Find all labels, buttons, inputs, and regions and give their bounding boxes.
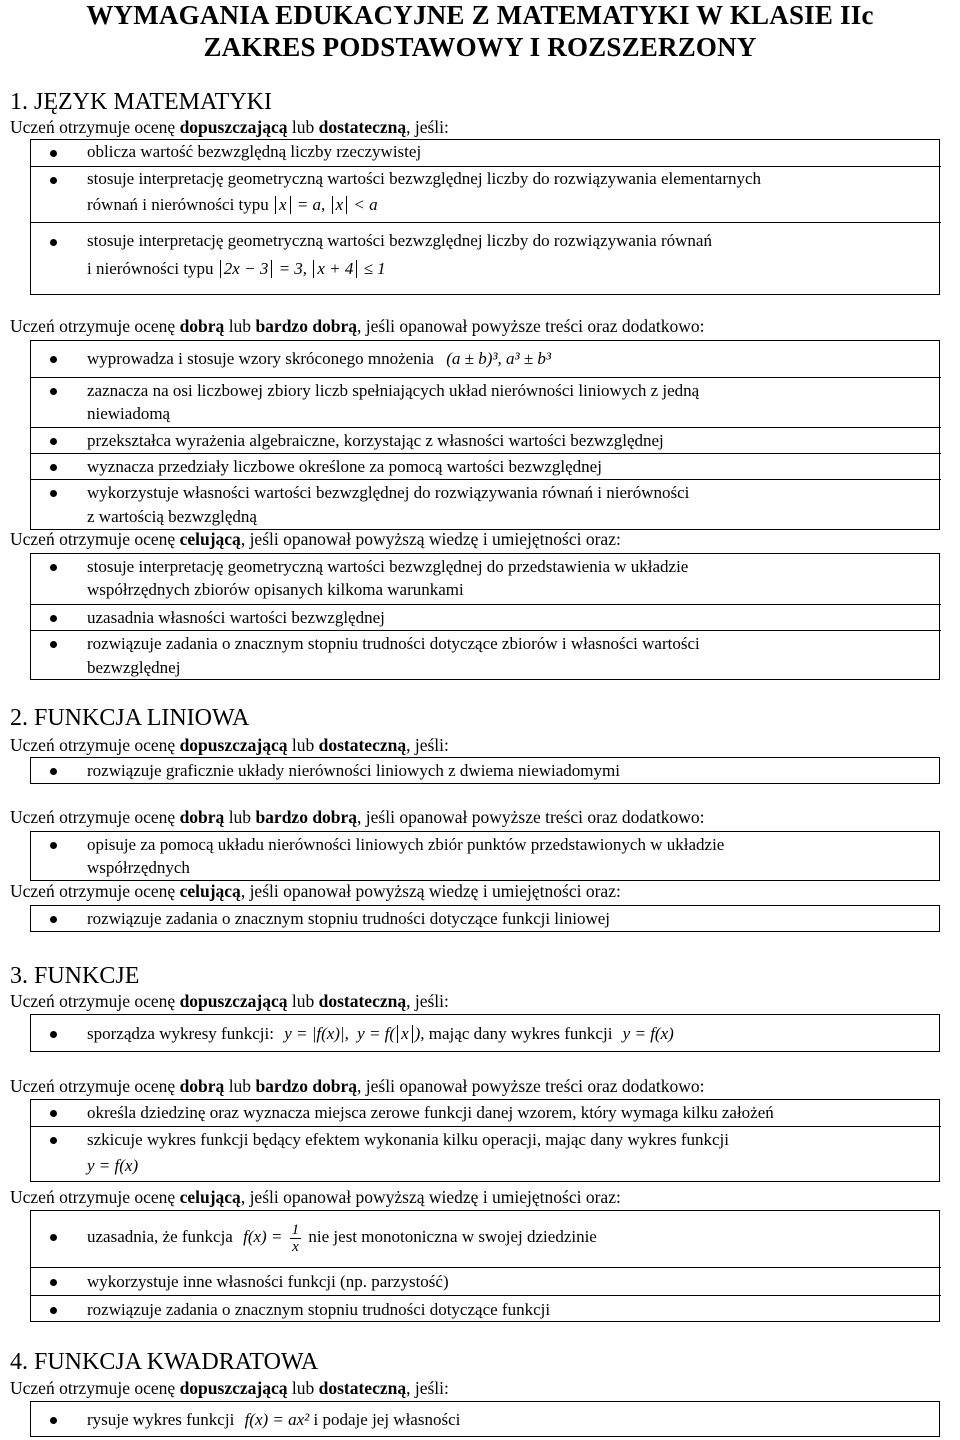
list-item [31,832,941,882]
bullet-icon [50,239,57,246]
section-heading-4: 4. FUNKCJA KWADRATOWA [10,1349,319,1375]
requirements-box-2-cel [30,905,940,932]
requirements-box-3-basic [30,1014,940,1052]
intro-basic-3: Uczeń otrzymuje ocenę dopuszczającą lub dostateczną, jeśli: [10,991,449,1011]
bullet-icon [50,1031,57,1038]
bullet-icon [50,615,57,622]
bullet-icon [50,177,57,184]
bullet-icon [50,1307,57,1314]
requirements-box-2-good [30,831,940,881]
list-item-text: przekształca wyrażenia algebraiczne, korzystając z własności wartości bezwzględnej [87,431,664,450]
intro-cel-3: Uczeń otrzymuje ocenę celującą, jeśli opanował powyższą wiedzę i umiejętności oraz: [10,1187,621,1207]
list-item-text: współrzędnych [87,858,190,877]
list-item-text: rozwiązuje graficznie układy nierówności liniowych z dwiema niewiadomymi [87,761,620,780]
bullet-icon [50,1137,57,1144]
list-item-text-formula: równań i nierówności typu x = a, x < a [87,195,378,214]
list-item [31,341,941,377]
intro-good-2: Uczeń otrzymuje ocenę dobrą lub bardzo dobrą, jeśli opanował powyższe treści oraz dodatkowo: [10,807,705,827]
list-item [31,1267,941,1295]
list-item [31,1211,941,1267]
document-title-line2: ZAKRES PODSTAWOWY I ROZSZERZONY [203,32,757,62]
bullet-icon [50,1110,57,1117]
list-item-text: z wartością bezwzględną [87,507,257,526]
bullet-icon [50,1234,57,1241]
intro-basic-4: Uczeń otrzymuje ocenę dopuszczającą lub dostateczną, jeśli: [10,1378,449,1398]
list-item [31,1295,941,1323]
intro-good-3: Uczeń otrzymuje ocenę dobrą lub bardzo dobrą, jeśli opanował powyższe treści oraz dodatkowo: [10,1076,705,1096]
list-item-text-formula: wyprowadza i stosuje wzory skróconego mnożenia (a ± b)³, a³ ± b³ [87,349,552,368]
requirements-box-1-cel [30,553,940,680]
list-item-text: oblicza wartość bezwzględną liczby rzeczywistej [87,142,422,161]
list-item [31,166,941,222]
list-item [31,427,941,453]
list-item-text: bezwzględnej [87,658,181,677]
requirements-box-2-basic [30,757,940,784]
list-item-text-formula: rysuje wykres funkcji f(x) = ax² i podaje jej własności [87,1410,461,1429]
bullet-icon [50,641,57,648]
list-item [31,222,941,296]
list-item-text: rozwiązuje zadania o znacznym stopniu trudności dotyczące funkcji [87,1300,551,1319]
bullet-icon [50,564,57,571]
section-heading-1: 1. JĘZYK MATEMATYKI [10,89,272,115]
intro-cel-1: Uczeń otrzymuje ocenę celującą, jeśli opanował powyższą wiedzę i umiejętności oraz: [10,529,621,549]
requirements-box-3-good [30,1099,940,1182]
list-item-text: współrzędnych zbiorów opisanych kilkoma warunkami [87,580,464,599]
bullet-icon [50,1279,57,1286]
list-item-text-formula: uzasadnia, że funkcja f(x) = $\frac{1}{x}$ nie jest monotoniczna w swojej dziedzinie [87,1221,597,1255]
fraction: $\frac{1}{x}$ [291,1221,300,1255]
list-item [31,604,941,630]
list-item-text: określa dziedzinę oraz wyznacza miejsca zerowe funkcji danej wzorem, który wymaga kilku założeń [87,1103,774,1122]
intro-basic-1: Uczeń otrzymuje ocenę dopuszczającą lub dostateczną, jeśli: [10,117,449,137]
list-item-text: szkicuje wykres funkcji będący efektem wykonania kilku operacji, mając dany wykres funkcji [87,1130,729,1149]
list-item [31,906,941,933]
bullet-icon [50,916,57,923]
list-item [31,1126,941,1183]
list-item-text: wykorzystuje własności wartości bezwzględnej do rozwiązywania równań i nierówności [87,483,690,502]
list-item [31,554,941,604]
intro-cel-2: Uczeń otrzymuje ocenę celującą, jeśli opanował powyższą wiedzę i umiejętności oraz: [10,881,621,901]
bullet-icon [50,356,57,363]
bullet-icon [50,388,57,395]
list-item [31,630,941,681]
list-item-formula: y = f(x) [87,1156,139,1175]
requirements-box-3-cel [30,1210,940,1322]
list-item [31,1402,941,1438]
requirements-box-1-basic [30,139,940,295]
list-item-text: uzasadnia własności wartości bezwzględnej [87,608,385,627]
list-item [31,479,941,531]
intro-basic-2: Uczeń otrzymuje ocenę dopuszczającą lub dostateczną, jeśli: [10,735,449,755]
list-item-text: rozwiązuje zadania o znacznym stopniu trudności dotyczące zbiorów i własności wartości [87,634,700,653]
list-item-text: wykorzystuje inne własności funkcji (np. parzystość) [87,1272,449,1291]
bullet-icon [50,842,57,849]
list-item-text: niewiadomą [87,404,171,423]
list-item-text-formula: sporządza wykresy funkcji: y = |f(x)|, y = f( x ), mając dany wykres funkcji y = f(x) [87,1024,674,1043]
bullet-icon [50,464,57,471]
list-item-text: zaznacza na osi liczbowej zbiory liczb spełniających układ nierówności liniowych z jedną [87,381,700,400]
list-item-text: stosuje interpretację geometryczną wartości bezwzględnej do przedstawienia w układzie [87,557,689,576]
bullet-icon [50,438,57,445]
list-item [31,453,941,479]
bullet-icon [50,1417,57,1424]
list-item-text-formula: i nierówności typu 2x − 3 = 3, x + 4 ≤ 1 [87,259,386,278]
bullet-icon [50,490,57,497]
bullet-icon [50,768,57,775]
list-item-text: stosuje interpretację geometryczną wartości bezwzględnej liczby do rozwiązywania równań [87,231,712,250]
list-item-text: rozwiązuje zadania o znacznym stopniu trudności dotyczące funkcji liniowej [87,909,611,928]
section-heading-3: 3. FUNKCJE [10,963,140,989]
list-item-text: wyznacza przedziały liczbowe określone za pomocą wartości bezwzględnej [87,457,602,476]
document-title-line1: WYMAGANIA EDUKACYJNE Z MATEMATYKI W KLASIE IIc [86,0,874,30]
requirements-box-4-basic [30,1401,940,1437]
list-item [31,377,941,427]
list-item [31,1015,941,1053]
list-item [31,140,941,166]
bullet-icon [50,150,57,157]
list-item [31,758,941,785]
intro-good-1: Uczeń otrzymuje ocenę dobrą lub bardzo dobrą, jeśli opanował powyższe treści oraz dodatkowo: [10,316,705,336]
list-item-text: opisuje za pomocą układu nierówności liniowych zbiór punktów przedstawionych w układzie [87,835,725,854]
list-item [31,1100,941,1126]
list-item-text: stosuje interpretację geometryczną wartości bezwzględnej liczby do rozwiązywania elementarnych [87,169,762,188]
requirements-box-1-good [30,340,940,530]
section-heading-2: 2. FUNKCJA LINIOWA [10,705,250,731]
